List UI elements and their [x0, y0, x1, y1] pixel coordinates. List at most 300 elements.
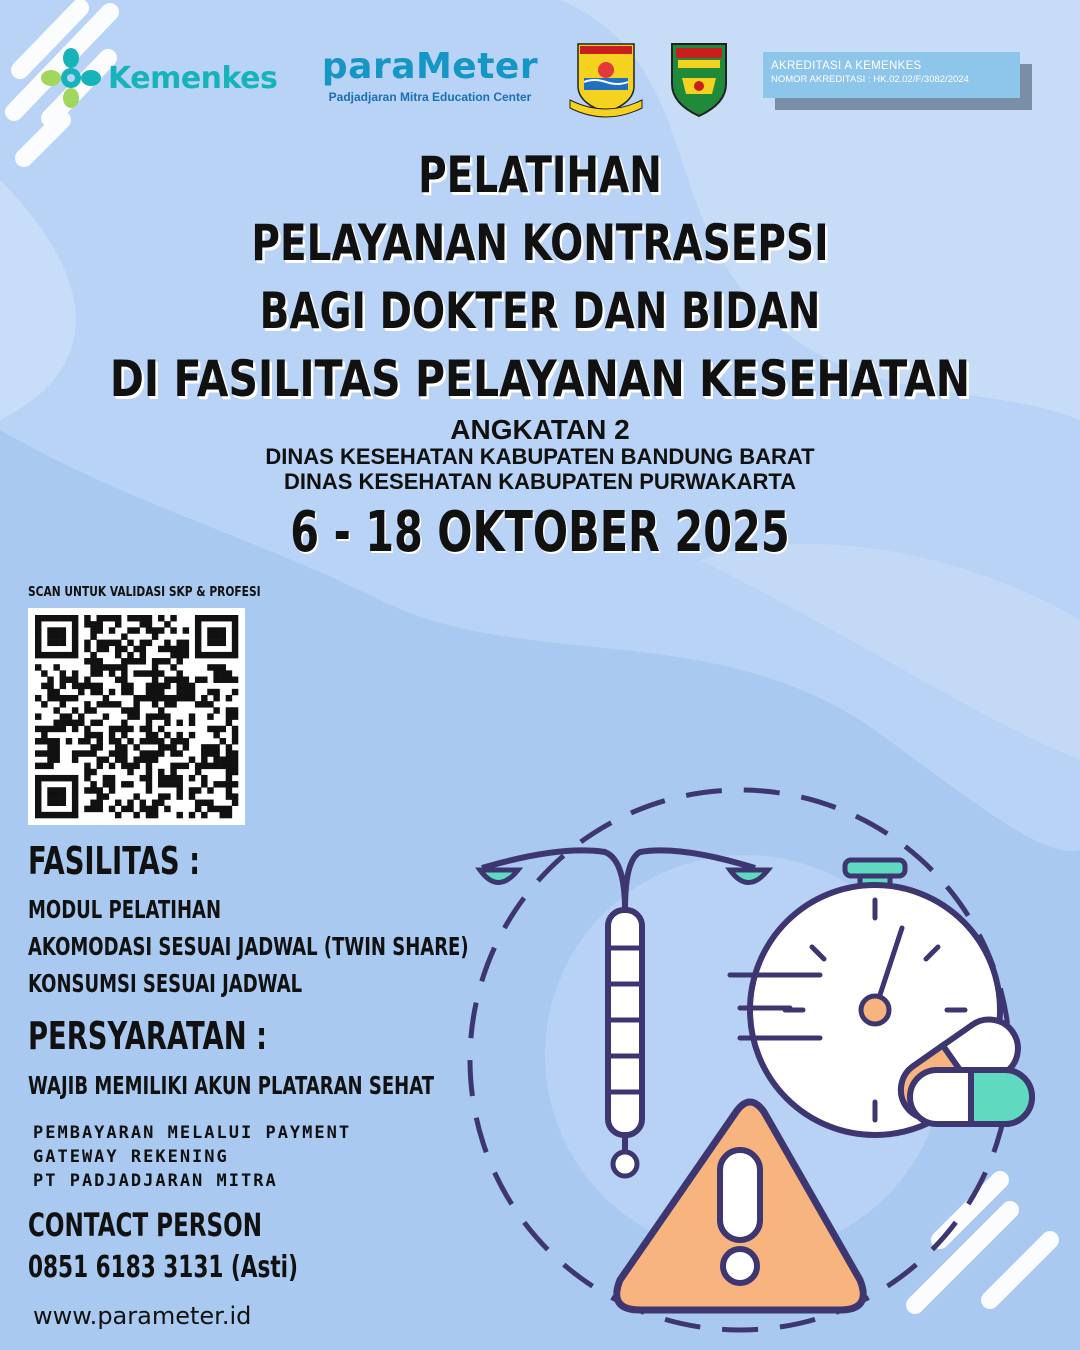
- qr-module: [183, 683, 189, 689]
- qr-module: [164, 806, 170, 812]
- qr-module: [201, 756, 207, 762]
- qr-module: [121, 670, 127, 676]
- qr-module: [84, 615, 90, 621]
- qr-module: [158, 775, 164, 781]
- qr-module: [140, 726, 146, 732]
- qr-module: [226, 744, 232, 750]
- qr-module: [97, 683, 103, 689]
- qr-module: [127, 707, 133, 713]
- qr-module: [90, 633, 96, 639]
- qr-module: [60, 677, 66, 683]
- qr-module: [84, 621, 90, 627]
- qr-module: [47, 800, 53, 806]
- qr-module: [170, 677, 176, 683]
- qr-module: [72, 646, 78, 652]
- qr-module: [140, 750, 146, 756]
- qr-module: [60, 701, 66, 707]
- organizer-2: DINAS KESEHATAN KABUPATEN PURWAKARTA: [283, 469, 797, 494]
- qr-module: [213, 744, 219, 750]
- qr-module: [72, 677, 78, 683]
- qr-module: [226, 763, 232, 769]
- qr-module: [183, 652, 189, 658]
- qr-module: [109, 806, 115, 812]
- qr-module: [220, 738, 226, 744]
- qr-module: [176, 677, 182, 683]
- qr-module: [201, 677, 207, 683]
- qr-module: [152, 627, 158, 633]
- qr-module: [170, 744, 176, 750]
- qr-module: [109, 775, 115, 781]
- qr-module: [72, 750, 78, 756]
- qr-module: [146, 806, 152, 812]
- qr-module: [97, 658, 103, 664]
- qr-module: [232, 707, 238, 713]
- qr-module: [115, 800, 121, 806]
- qr-module: [213, 640, 219, 646]
- qr-module: [90, 732, 96, 738]
- qr-module: [164, 793, 170, 799]
- qr-module: [47, 633, 53, 639]
- qr-module: [60, 720, 66, 726]
- qr-module: [207, 800, 213, 806]
- qr-module: [146, 615, 152, 621]
- qr-module: [146, 621, 152, 627]
- qr-module: [97, 732, 103, 738]
- qr-module: [84, 769, 90, 775]
- qr-module: [127, 640, 133, 646]
- qr-module: [158, 800, 164, 806]
- qr-module: [35, 713, 41, 719]
- qr-module: [213, 633, 219, 639]
- qr-module: [121, 720, 127, 726]
- qr-module: [232, 689, 238, 695]
- qr-module: [121, 726, 127, 732]
- qr-module: [53, 744, 59, 750]
- qr-module: [41, 670, 47, 676]
- qr-module: [195, 677, 201, 683]
- qr-module: [35, 806, 41, 812]
- qr-module: [78, 713, 84, 719]
- qr-module: [189, 793, 195, 799]
- bandung-barat-emblem: [566, 38, 646, 118]
- qr-module: [127, 806, 133, 812]
- qr-module: [226, 750, 232, 756]
- qr-module: [53, 812, 59, 818]
- qr-module: [189, 775, 195, 781]
- qr-module: [189, 720, 195, 726]
- qr-module: [90, 621, 96, 627]
- qr-module: [213, 677, 219, 683]
- qr-module: [140, 621, 146, 627]
- qr-module: [232, 640, 238, 646]
- qr-module: [127, 689, 133, 695]
- qr-module: [152, 750, 158, 756]
- qr-module: [103, 695, 109, 701]
- qr-module: [226, 787, 232, 793]
- qr-module: [146, 683, 152, 689]
- qr-module: [232, 769, 238, 775]
- qr-module: [53, 695, 59, 701]
- qr-module: [232, 621, 238, 627]
- qr-module: [189, 683, 195, 689]
- qr-module: [90, 769, 96, 775]
- qr-module: [53, 787, 59, 793]
- qr-module: [35, 750, 41, 756]
- qr-module: [158, 670, 164, 676]
- qr-module: [90, 806, 96, 812]
- qr-module: [103, 756, 109, 762]
- qr-module: [213, 695, 219, 701]
- qr-module: [47, 793, 53, 799]
- qr-module: [109, 670, 115, 676]
- qr-module: [60, 652, 66, 658]
- qr-module: [115, 701, 121, 707]
- qr-module: [140, 670, 146, 676]
- qr-module: [66, 738, 72, 744]
- qr-module: [66, 812, 72, 818]
- qr-module: [97, 646, 103, 652]
- qr-module: [140, 695, 146, 701]
- qr-module: [72, 781, 78, 787]
- qr-module: [133, 812, 139, 818]
- qr-module: [78, 689, 84, 695]
- qr-module: [152, 689, 158, 695]
- qr-module: [176, 750, 182, 756]
- qr-module: [152, 800, 158, 806]
- qr-module: [35, 781, 41, 787]
- qr-module: [176, 775, 182, 781]
- qr-module: [103, 781, 109, 787]
- qr-module: [103, 646, 109, 652]
- qr-module: [53, 738, 59, 744]
- qr-module: [133, 695, 139, 701]
- qr-module: [60, 812, 66, 818]
- qr-module: [158, 695, 164, 701]
- qr-module: [146, 787, 152, 793]
- qr-module: [53, 775, 59, 781]
- qr-module: [226, 670, 232, 676]
- qr-module: [140, 615, 146, 621]
- qr-module: [66, 677, 72, 683]
- qr-module: [226, 615, 232, 621]
- qr-module: [158, 707, 164, 713]
- qr-module: [84, 750, 90, 756]
- qr-module: [115, 646, 121, 652]
- qr-module: [78, 683, 84, 689]
- qr-module: [66, 775, 72, 781]
- qr-module: [176, 670, 182, 676]
- qr-module: [146, 689, 152, 695]
- qr-module: [146, 720, 152, 726]
- qr-module: [109, 627, 115, 633]
- qr-module: [213, 670, 219, 676]
- qr-module: [127, 615, 133, 621]
- qr-module: [109, 750, 115, 756]
- qr-module: [66, 713, 72, 719]
- qr-module: [72, 683, 78, 689]
- qr-module: [158, 646, 164, 652]
- qr-module: [53, 720, 59, 726]
- qr-module: [72, 812, 78, 818]
- qr-module: [109, 787, 115, 793]
- qr-module: [90, 707, 96, 713]
- qr-module: [53, 707, 59, 713]
- qr-module: [207, 806, 213, 812]
- qr-module: [60, 713, 66, 719]
- qr-module: [170, 615, 176, 621]
- qr-module: [53, 756, 59, 762]
- qr-module: [41, 812, 47, 818]
- qr-module: [176, 732, 182, 738]
- qr-module: [103, 793, 109, 799]
- qr-module: [201, 800, 207, 806]
- qr-module: [133, 670, 139, 676]
- title-line2: PELAYANAN KONTRASEPSI: [251, 214, 829, 272]
- title-line1: PELATIHAN: [418, 146, 662, 204]
- qr-module: [41, 750, 47, 756]
- qr-module: [84, 726, 90, 732]
- qr-module: [207, 744, 213, 750]
- qr-module: [115, 615, 121, 621]
- qr-module: [72, 806, 78, 812]
- accreditation-badge: [763, 52, 1020, 98]
- qr-module: [103, 713, 109, 719]
- qr-module: [133, 763, 139, 769]
- qr-module: [109, 726, 115, 732]
- qr-module: [232, 763, 238, 769]
- qr-module: [97, 787, 103, 793]
- qr-module: [53, 664, 59, 670]
- qr-module: [232, 627, 238, 633]
- qr-module: [146, 726, 152, 732]
- qr-module: [109, 640, 115, 646]
- qr-module: [164, 683, 170, 689]
- qr-module: [84, 658, 90, 664]
- qr-module: [213, 615, 219, 621]
- parameter-logo-name: paraMeter: [321, 46, 539, 87]
- qr-module: [90, 787, 96, 793]
- qr-module: [220, 812, 226, 818]
- qr-module: [47, 744, 53, 750]
- qr-module: [72, 633, 78, 639]
- qr-module: [97, 689, 103, 695]
- qr-module: [121, 806, 127, 812]
- qr-module: [109, 763, 115, 769]
- qr-module: [97, 763, 103, 769]
- qr-module: [35, 738, 41, 744]
- qr-module: [72, 720, 78, 726]
- qr-module: [176, 658, 182, 664]
- qr-code[interactable]: [28, 608, 245, 825]
- qr-module: [213, 732, 219, 738]
- qr-module: [127, 726, 133, 732]
- kemenkes-logo-text: Kemenkes: [108, 60, 278, 96]
- qr-module: [146, 812, 152, 818]
- qr-module: [60, 633, 66, 639]
- qr-module: [35, 793, 41, 799]
- qr-module: [90, 744, 96, 750]
- qr-module: [90, 652, 96, 658]
- qr-module: [201, 812, 207, 818]
- qr-module: [220, 677, 226, 683]
- qr-module: [72, 756, 78, 762]
- qr-module: [133, 701, 139, 707]
- qr-module: [47, 689, 53, 695]
- qr-module: [183, 677, 189, 683]
- qr-module: [90, 683, 96, 689]
- qr-module: [152, 738, 158, 744]
- qr-module: [207, 787, 213, 793]
- qr-module: [201, 763, 207, 769]
- qr-module: [127, 738, 133, 744]
- qr-module: [140, 775, 146, 781]
- qr-module: [158, 627, 164, 633]
- qr-module: [60, 615, 66, 621]
- qr-module: [121, 750, 127, 756]
- qr-module: [47, 652, 53, 658]
- qr-module: [90, 720, 96, 726]
- qr-module: [35, 640, 41, 646]
- kemenkes-logo: [40, 48, 290, 108]
- qr-module: [232, 652, 238, 658]
- qr-module: [103, 615, 109, 621]
- qr-module: [121, 677, 127, 683]
- qr-module: [213, 726, 219, 732]
- qr-module: [72, 787, 78, 793]
- qr-module: [140, 652, 146, 658]
- qr-module: [115, 738, 121, 744]
- qr-module: [158, 781, 164, 787]
- qr-module: [121, 664, 127, 670]
- title-line4: DI FASILITAS PELAYANAN KESEHATAN: [109, 350, 971, 408]
- qr-module: [189, 756, 195, 762]
- qr-module: [170, 763, 176, 769]
- qr-module: [176, 695, 182, 701]
- qr-module: [140, 806, 146, 812]
- qr-module: [72, 800, 78, 806]
- qr-module: [213, 750, 219, 756]
- qr-module: [84, 775, 90, 781]
- qr-module: [201, 744, 207, 750]
- requirements-heading: PERSYARATAN :: [28, 1014, 268, 1058]
- qr-module: [189, 732, 195, 738]
- qr-module: [195, 615, 201, 621]
- qr-module: [201, 695, 207, 701]
- qr-module: [158, 658, 164, 664]
- qr-module: [226, 769, 232, 775]
- website-link[interactable]: www.parameter.id: [33, 1302, 252, 1330]
- qr-module: [170, 652, 176, 658]
- qr-module: [146, 670, 152, 676]
- qr-module: [127, 769, 133, 775]
- qr-module: [103, 664, 109, 670]
- qr-module: [72, 640, 78, 646]
- qr-module: [84, 646, 90, 652]
- qr-module: [41, 652, 47, 658]
- qr-module: [90, 689, 96, 695]
- qr-module: [152, 633, 158, 639]
- qr-module: [158, 750, 164, 756]
- qr-module: [72, 670, 78, 676]
- qr-module: [35, 621, 41, 627]
- qr-module: [195, 627, 201, 633]
- qr-module: [158, 744, 164, 750]
- qr-module: [47, 750, 53, 756]
- qr-module: [207, 701, 213, 707]
- qr-module: [220, 633, 226, 639]
- qr-module: [232, 726, 238, 732]
- qr-module: [220, 756, 226, 762]
- qr-module: [72, 793, 78, 799]
- qr-module: [176, 689, 182, 695]
- qr-module: [121, 763, 127, 769]
- qr-module: [60, 627, 66, 633]
- qr-module: [78, 750, 84, 756]
- qr-module: [47, 615, 53, 621]
- qr-module: [226, 793, 232, 799]
- qr-module: [170, 664, 176, 670]
- qr-module: [195, 763, 201, 769]
- purwakarta-emblem: [668, 38, 730, 118]
- qr-module: [115, 756, 121, 762]
- qr-module: [53, 633, 59, 639]
- qr-module: [35, 652, 41, 658]
- qr-module: [115, 640, 121, 646]
- qr-module: [164, 744, 170, 750]
- qr-module: [53, 750, 59, 756]
- qr-module: [232, 781, 238, 787]
- qr-module: [127, 683, 133, 689]
- qr-module: [176, 787, 182, 793]
- qr-module: [53, 652, 59, 658]
- qr-module: [201, 701, 207, 707]
- qr-module: [133, 627, 139, 633]
- qr-module: [47, 627, 53, 633]
- qr-module: [109, 664, 115, 670]
- qr-module: [176, 652, 182, 658]
- qr-module: [152, 695, 158, 701]
- contact-number[interactable]: 0851 6183 3131 (Asti): [28, 1250, 298, 1285]
- qr-module: [195, 652, 201, 658]
- qr-module: [78, 738, 84, 744]
- qr-module: [189, 812, 195, 818]
- qr-module: [232, 756, 238, 762]
- qr-module: [183, 640, 189, 646]
- qr-module: [115, 744, 121, 750]
- qr-module: [164, 621, 170, 627]
- qr-module: [72, 707, 78, 713]
- qr-module: [189, 713, 195, 719]
- qr-module: [121, 646, 127, 652]
- qr-module: [146, 756, 152, 762]
- qr-module: [72, 775, 78, 781]
- qr-module: [220, 806, 226, 812]
- qr-module: [53, 689, 59, 695]
- qr-module: [115, 652, 121, 658]
- qr-module: [201, 781, 207, 787]
- qr-module: [41, 615, 47, 621]
- qr-module: [207, 689, 213, 695]
- qr-module: [41, 701, 47, 707]
- qr-module: [164, 646, 170, 652]
- qr-module: [35, 664, 41, 670]
- qr-module: [232, 800, 238, 806]
- qr-module: [226, 713, 232, 719]
- qr-module: [213, 627, 219, 633]
- qr-module: [152, 713, 158, 719]
- qr-module: [47, 812, 53, 818]
- qr-module: [195, 640, 201, 646]
